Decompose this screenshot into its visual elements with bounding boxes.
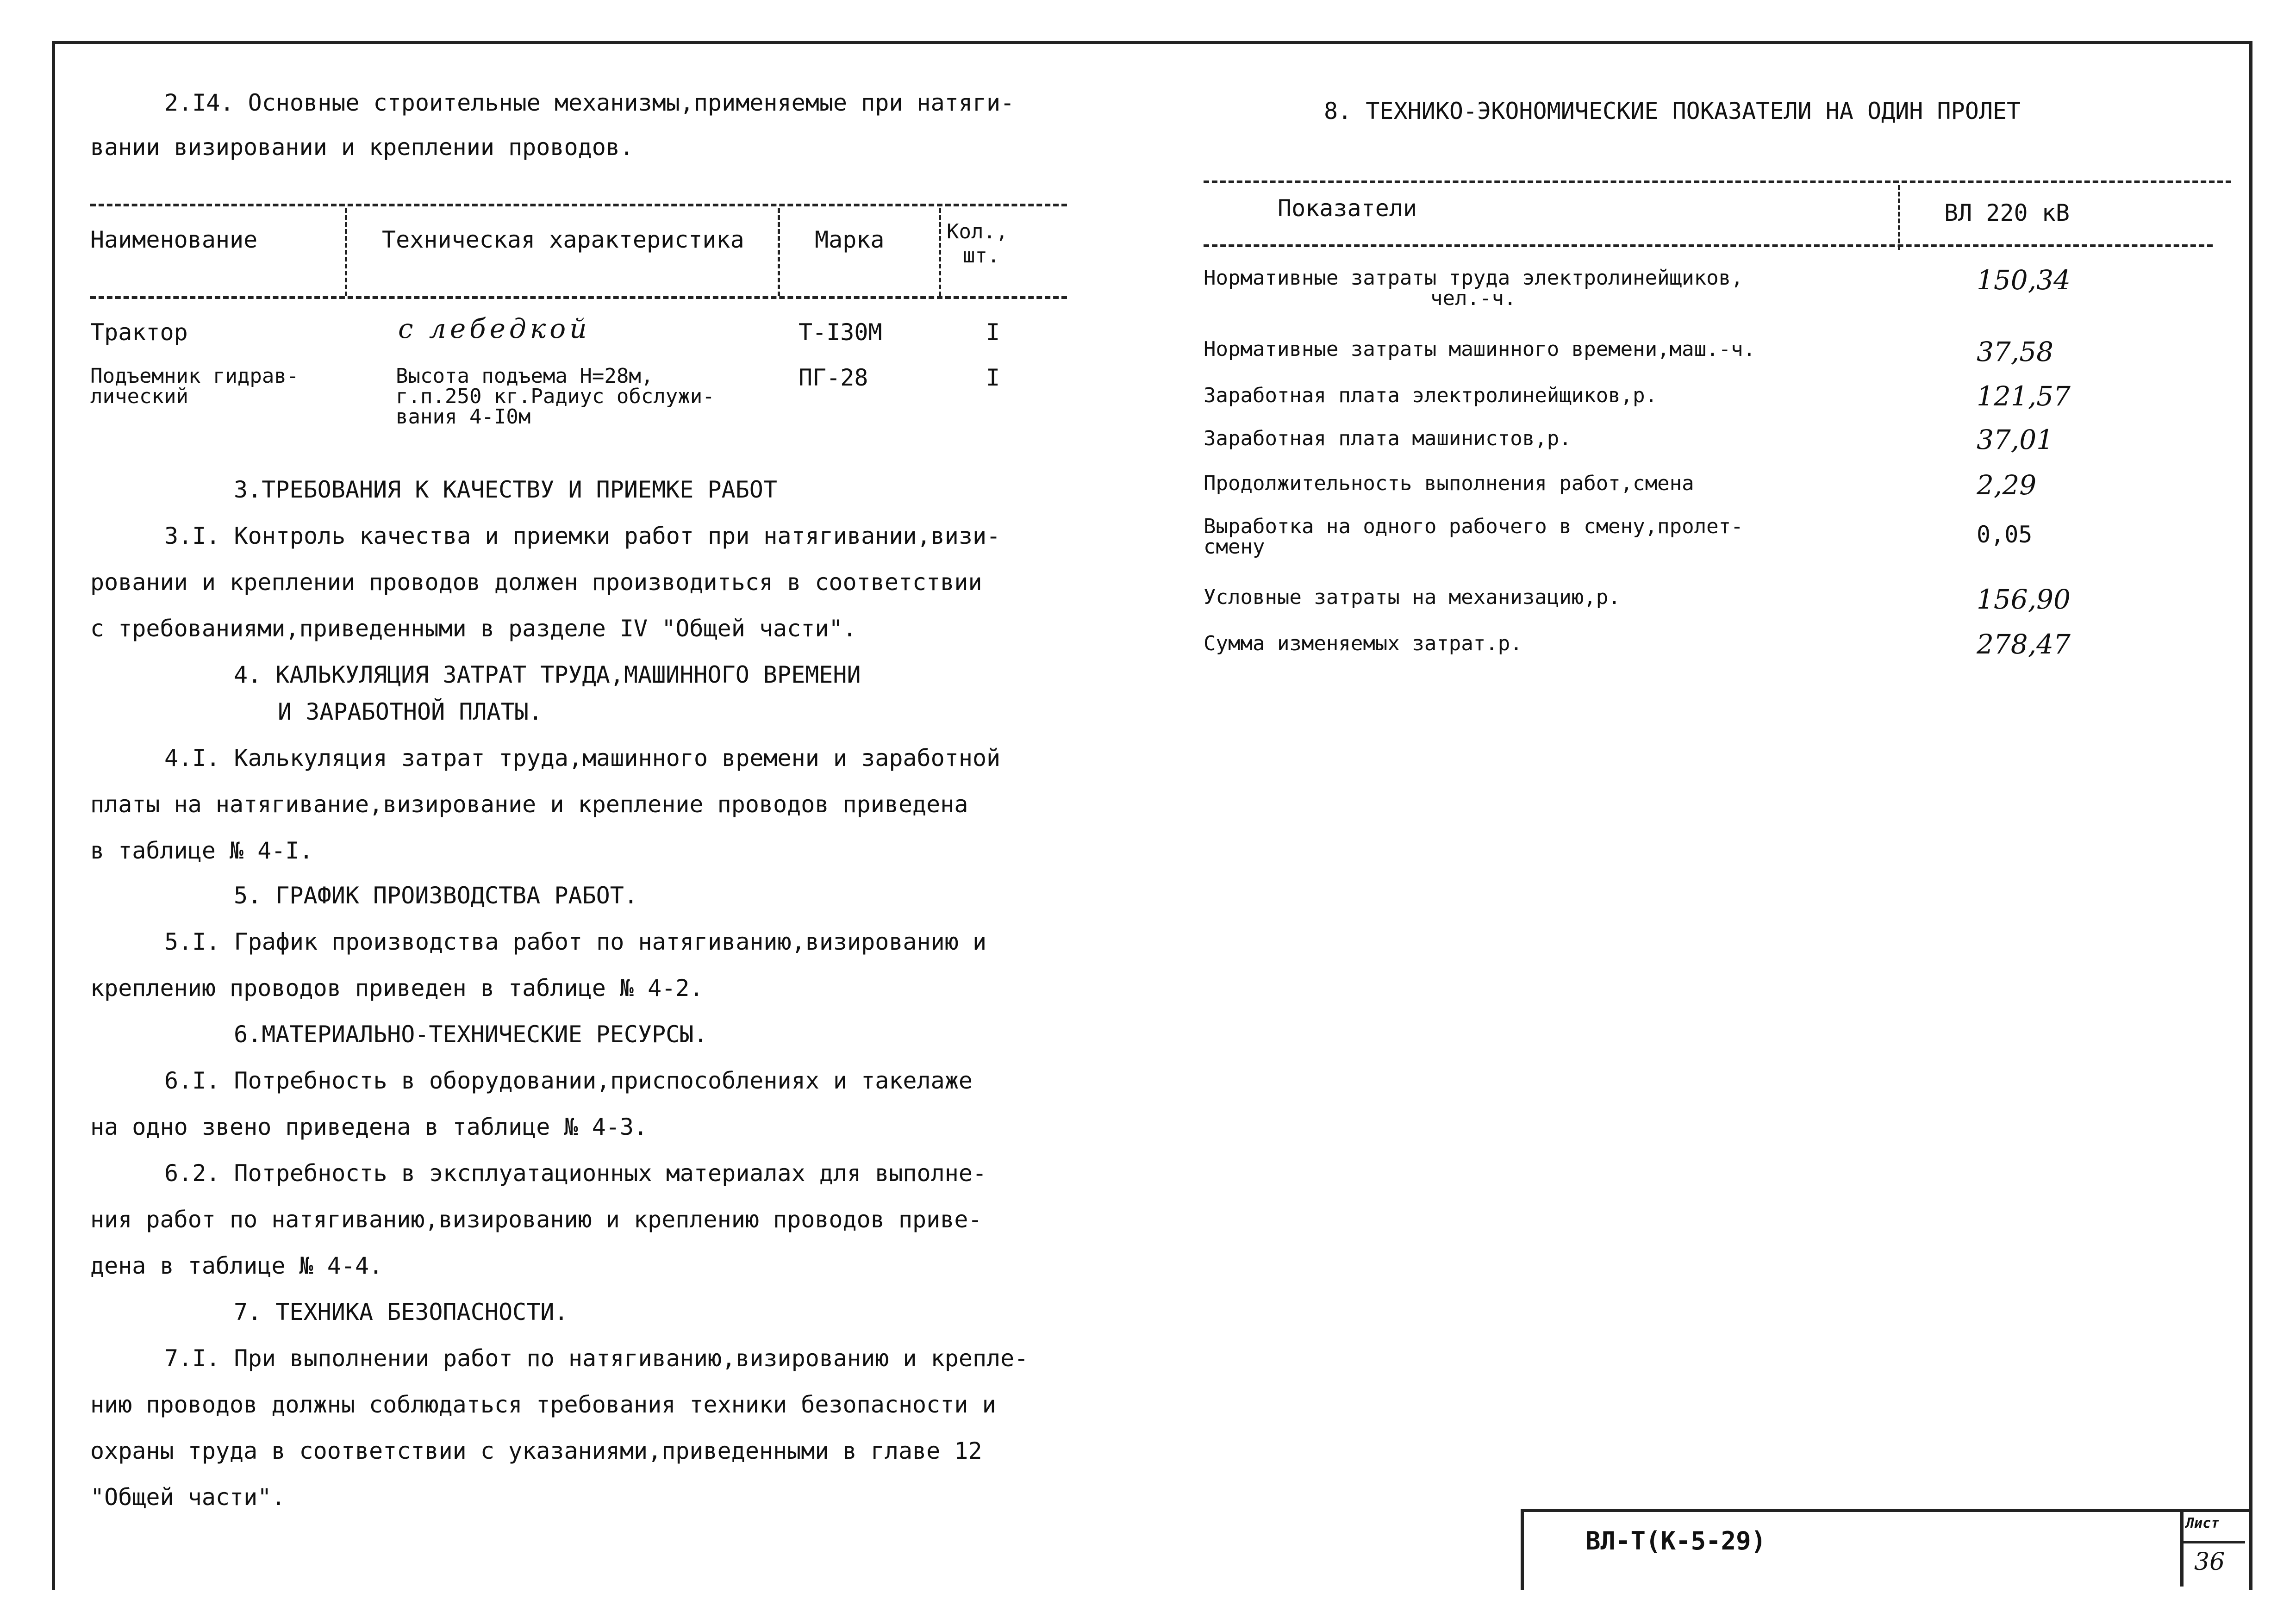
cell-mark: Т-I30М [799, 319, 882, 346]
th-characteristic: Техническая характеристика [382, 226, 744, 253]
table-col-divider [939, 208, 941, 296]
section-5-line: креплению проводов приведен в таблице № 4-2. [90, 975, 704, 1002]
section-7-line: "Общей части". [90, 1484, 286, 1511]
indicator-label: Сумма изменяемых затрат.р. [1204, 632, 1522, 655]
section-7-title: 7. ТЕХНИКА БЕЗОПАСНОСТИ. [234, 1299, 568, 1325]
indicator-label-cont: смену [1204, 535, 1265, 559]
section-3-line: 3.I. Контроль качества и приемки работ при натягивании,визи- [164, 523, 1001, 549]
indicators-header-label: Показатели [1278, 195, 1417, 222]
indicator-label: Заработная плата электролинейщиков,р. [1204, 384, 1658, 407]
indicator-value: 2,29 [1977, 469, 2037, 501]
section-4-line: платы на натягивание,визирование и крепление проводов приведена [90, 791, 968, 818]
intro-line-1: 2.I4. Основные строительные механизмы,применяемые при натяги- [164, 89, 1015, 116]
cell-qty: I [986, 364, 1000, 391]
document-code: ВЛ-Т(К-5-29) [1585, 1526, 1766, 1556]
cell-name-cont: лический [90, 385, 188, 408]
title-block-divider [2180, 1541, 2245, 1543]
section-3-line: ровании и креплении проводов должен производиться в соответствии [90, 569, 982, 596]
cell-characteristic-cont: вания 4-I0м [396, 405, 531, 429]
indicator-label: Нормативные затраты машинного времени,маш.-ч. [1204, 337, 1756, 361]
indicator-label: Выработка на одного рабочего в смену,пролет- [1204, 515, 1743, 538]
cell-name: Подъемник гидрав- [90, 364, 299, 388]
th-qty: Кол., [947, 220, 1008, 243]
indicator-label: Продолжительность выполнения работ,смена [1204, 472, 1694, 495]
section-6-line: на одно звено приведена в таблице № 4-3. [90, 1114, 648, 1140]
sheet-label: Лист [2186, 1515, 2220, 1531]
table-col-divider [345, 208, 347, 296]
indicator-value: 121,57 [1977, 380, 2071, 412]
section-5-line: 5.I. График производства работ по натягиванию,визированию и [164, 928, 987, 955]
section-6-line: 6.2. Потребность в эксплуатационных материалах для выполне- [164, 1160, 987, 1187]
cell-name: Трактор [90, 319, 188, 346]
section-4-line: в таблице № 4-I. [90, 837, 313, 864]
indicator-value: 150,34 [1977, 264, 2071, 296]
indicator-value: 278,47 [1977, 628, 2071, 660]
cell-characteristic: Высота подъема Н=28м, [396, 364, 654, 388]
section-5-title: 5. ГРАФИК ПРОИЗВОДСТВА РАБОТ. [234, 882, 638, 909]
section-6-line: 6.I. Потребность в оборудовании,приспособлениях и такелаже [164, 1067, 973, 1094]
th-mark: Марка [815, 226, 885, 253]
indicator-label: Нормативные затраты труда электролинейщиков, [1204, 266, 1743, 290]
title-block-divider [2180, 1509, 2184, 1587]
th-qty-unit: шт. [963, 244, 1000, 268]
indicators-title: 8. ТЕХНИКО-ЭКОНОМИЧЕСКИЕ ПОКАЗАТЕЛИ НА ОДИН ПРОЛЕТ [1324, 98, 2021, 124]
indicator-value: 37,01 [1977, 424, 2054, 455]
indicators-header-rule [1204, 244, 2213, 247]
section-7-line: охраны труда в соответствии с указаниями,приведенными в главе 12 [90, 1437, 982, 1464]
indicators-header-value: ВЛ 220 кВ [1944, 199, 2070, 226]
cell-characteristic-cont: г.п.250 кг.Радиус обслужи- [396, 385, 715, 408]
indicators-col-divider [1898, 185, 1900, 250]
th-name: Наименование [90, 226, 258, 253]
indicator-value: 0,05 [1977, 521, 2033, 548]
section-4-line: 4.I. Калькуляция затрат труда,машинного времени и заработной [164, 745, 1001, 772]
indicator-value: 37,58 [1977, 336, 2054, 367]
table-top-rule [90, 204, 1067, 206]
section-6-line: ния работ по натягиванию,визированию и креплению проводов приве- [90, 1206, 982, 1233]
cell-characteristic: с лебедкой [398, 313, 591, 344]
table-header-rule [90, 296, 1067, 299]
section-7-line: нию проводов должны соблюдаться требования техники безопасности и [90, 1391, 996, 1418]
section-4-title-cont: И ЗАРАБОТНОЙ ПЛАТЫ. [278, 698, 543, 725]
indicator-value: 156,90 [1977, 584, 2071, 615]
section-3-title: 3.ТРЕБОВАНИЯ К КАЧЕСТВУ И ПРИЕМКЕ РАБОТ [234, 476, 777, 503]
indicators-top-rule [1204, 180, 2231, 183]
indicator-label-cont: чел.-ч. [1430, 286, 1516, 310]
section-7-line: 7.I. При выполнении работ по натягиванию,визированию и крепле- [164, 1345, 1029, 1372]
section-6-title: 6.МАТЕРИАЛЬНО-ТЕХНИЧЕСКИЕ РЕСУРСЫ. [234, 1021, 708, 1048]
sheet-number: 36 [2194, 1548, 2225, 1576]
cell-mark: ПГ-28 [799, 364, 868, 391]
table-col-divider [778, 208, 780, 296]
section-3-line: с требованиями,приведенными в разделе IV "Общей части". [90, 615, 857, 642]
cell-qty: I [986, 319, 1000, 346]
section-4-title: 4. КАЛЬКУЛЯЦИЯ ЗАТРАТ ТРУДА,МАШИННОГО ВРЕМЕНИ [234, 661, 861, 688]
indicator-label: Условные затраты на механизацию,р. [1204, 585, 1621, 609]
indicator-label: Заработная плата машинистов,р. [1204, 427, 1572, 450]
intro-line-2: вании визировании и креплении проводов. [90, 134, 634, 161]
section-6-line: дена в таблице № 4-4. [90, 1252, 383, 1279]
